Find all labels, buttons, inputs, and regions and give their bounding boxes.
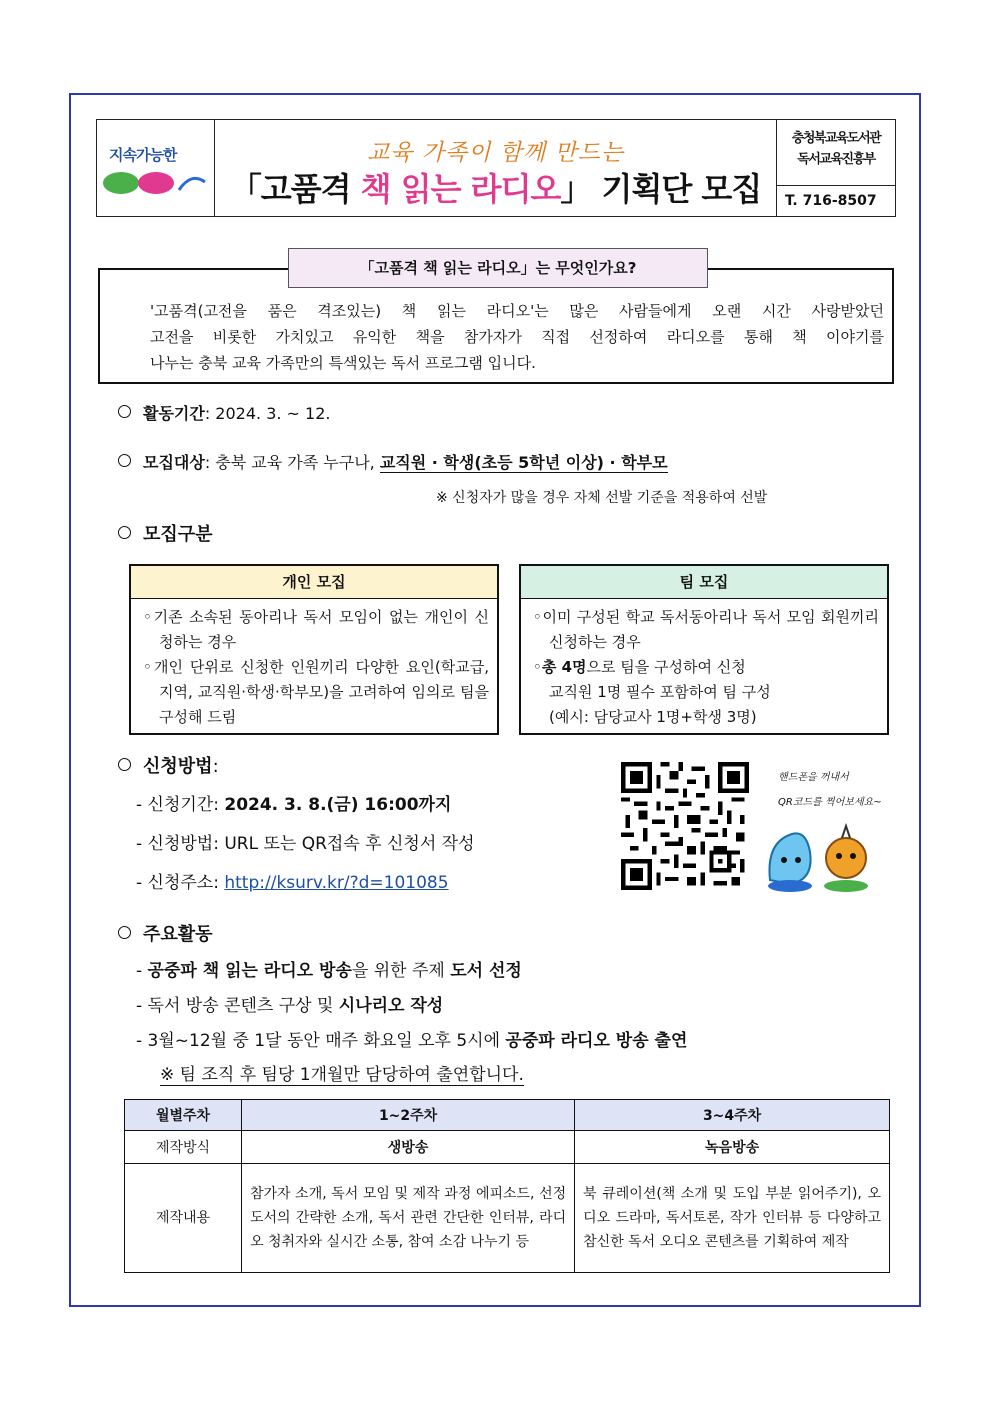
qr-code-icon[interactable]: [621, 762, 749, 890]
team-item-4: (예시: 담당교사 1명+학생 3명): [549, 708, 757, 726]
org-tel: T. 716-8507: [785, 193, 877, 209]
target-note: ※ 신청자가 많을 경우 자체 선발 기준을 적용하여 선발: [436, 490, 768, 506]
apply-period-label: - 신청기간:: [136, 795, 225, 815]
team-title: 팀 모집: [521, 566, 887, 599]
apply-url-link[interactable]: http://ksurv.kr/?d=101085: [224, 873, 449, 893]
apply-item: [118, 752, 219, 778]
header-week: 월별주차: [125, 1100, 242, 1131]
team-box: [519, 564, 889, 735]
activity-note-text: ※ 팀 조직 후 팀당 1개월만 담당하여 출연합니다.: [160, 1065, 524, 1085]
table-header-row: [125, 1100, 890, 1131]
category-label: 모집구분: [143, 524, 213, 545]
content-week-3-4: 북 큐레이션(책 소개 및 도입 부분 읽어주기), 오디오 드라마, 독서토론, 작가 인터뷰 등 다양하고 참신한 독서 오디오 콘텐츠를 기획하여 제작: [575, 1164, 890, 1273]
activity-1-rest: 을 위한 주제: [351, 961, 451, 981]
intro-line-1: '고품격(고전을 품은 격조있는) 책 읽는 라디오'는 많은 사람들에게 오랜 시간 사랑받았던: [150, 302, 884, 320]
individual-box: [129, 564, 499, 735]
apply-method: - 신청방법: URL 또는 QR접속 후 신청서 작성: [136, 834, 475, 854]
row-label-content: 제작내용: [125, 1164, 242, 1273]
activity-3-plain: - 3월~12월 중 1달 동안 매주 화요일 오후 5시에: [136, 1031, 506, 1051]
team-item-1: ◦이미 구성된 학교 독서동아리나 독서 모임 회원끼리 신청하는 경우: [533, 608, 879, 651]
header-week-1-2: 1~2주차: [242, 1100, 575, 1131]
intro-line-3: 나누는 충북 교육 가족만의 특색있는 독서 프로그램 입니다.: [150, 354, 536, 372]
table-row: [125, 1164, 890, 1273]
bullet-circle-icon: [118, 926, 131, 939]
mascot-caption-1: 핸드폰을 꺼내서: [778, 772, 849, 783]
mascot-characters-icon: [762, 822, 882, 894]
team-body: [521, 599, 887, 730]
activities-item: [118, 920, 213, 946]
activity-note: [160, 1060, 524, 1085]
activity-2-plain: - 독서 방송 콘텐츠 구상 및: [136, 996, 339, 1016]
intro-question: 「고품격 책 읽는 라디오」는 무엇인가요?: [288, 248, 708, 288]
mascot-caption-2: QR코드를 찍어보세요~: [778, 797, 882, 808]
intro-body: [150, 298, 884, 376]
apply-colon: :: [212, 756, 219, 777]
content-week-1-2: 참가자 소개, 독서 모임 및 제작 과정 에피소드, 선정 도서의 간략한 소개, 독서 관련 간단한 인터뷰, 라디오 청취자와 실시간 소통, 참여 소감 나누기 등: [242, 1164, 575, 1273]
target-value: : 충북 교육 가족 누구나,: [204, 453, 380, 472]
title-highlight: 책 읽는 라디오: [360, 170, 561, 208]
target-value-bold: 교직원 · 학생(초등 5학년 이상) · 학부모: [379, 453, 668, 472]
activity-1-bold2: 도서 선정: [450, 961, 522, 981]
method-week-1-2: 생방송: [242, 1131, 575, 1164]
activity-3: [136, 1026, 687, 1051]
logo-graphic-icon: [101, 170, 209, 196]
activities-label: 주요활동: [143, 924, 213, 945]
title-part-2: 」 기획단 모집: [560, 170, 762, 208]
subtitle: 교육 가족이 함께 만드는: [366, 140, 625, 166]
method-week-3-4: 녹음방송: [575, 1131, 890, 1164]
intro-line-2: 고전을 비롯한 가치있고 유익한 책을 참가자가 직접 선정하여 라디오를 통해 책 이야기를: [150, 328, 884, 346]
bullet-circle-icon: [118, 405, 131, 418]
apply-url-line: [136, 868, 449, 893]
target-label: 모집대상: [143, 453, 205, 472]
org-name-line2: 독서교육진흥부: [797, 152, 875, 167]
apply-label: 신청방법: [143, 756, 213, 777]
individual-item-2: ◦개인 단위로 신청한 인원끼리 다양한 요인(학교급, 지역, 교직원·학생·학부모)을 고려하여 임의로 팀을 구성해 드림: [143, 658, 489, 726]
period-value: : 2024. 3. ~ 12.: [204, 404, 331, 423]
schedule-table: [124, 1099, 890, 1273]
logo: [97, 120, 215, 216]
table-row: [125, 1131, 890, 1164]
team-item-2-prefix: ◦: [533, 658, 542, 676]
title-part-1: 「고품격: [229, 170, 361, 208]
activity-1-bold: 공중파 책 읽는 라디오 방송: [147, 961, 352, 981]
apply-url-label: - 신청주소:: [136, 873, 225, 893]
row-label-method: 제작방식: [125, 1131, 242, 1164]
title-area: [215, 120, 777, 216]
team-item-2: [533, 655, 879, 680]
org-name: [777, 120, 895, 186]
activity-2-bold: 시나리오 작성: [338, 996, 444, 1016]
logo-top-text: 지속가능한: [109, 146, 177, 164]
header-table: [96, 119, 896, 217]
target-item: [118, 450, 668, 473]
main-title: [215, 164, 776, 210]
apply-period: [136, 790, 451, 815]
individual-item-1: ◦기존 소속된 동아리나 독서 모임이 없는 개인이 신청하는 경우: [143, 608, 489, 651]
team-item-2-bold: 총 4명: [541, 658, 587, 676]
activity-2: [136, 991, 443, 1016]
bullet-circle-icon: [118, 454, 131, 467]
bullet-circle-icon: [118, 526, 131, 539]
individual-body: [131, 599, 497, 730]
team-item-3: 교직원 1명 필수 포함하여 팀 구성: [549, 683, 771, 701]
activity-1: - 공중파 책 읽는 라디오 방송을 위한 주제 도서 선정: [136, 961, 522, 981]
team-item-2-rest: 으로 팀을 구성하여 신청: [586, 658, 746, 676]
header-week-3-4: 3~4주차: [575, 1100, 890, 1131]
period-item: [118, 401, 330, 424]
apply-period-value: 2024. 3. 8.(금) 16:00까지: [224, 795, 452, 815]
bullet-circle-icon: [118, 758, 131, 771]
individual-title: 개인 모집: [131, 566, 497, 599]
activity-3-bold: 공중파 라디오 방송 출연: [505, 1031, 688, 1051]
category-item: [118, 520, 213, 546]
org-info: [777, 120, 895, 216]
org-name-line1: 충청북교육도서관: [791, 131, 881, 146]
period-label: 활동기간: [143, 404, 205, 423]
